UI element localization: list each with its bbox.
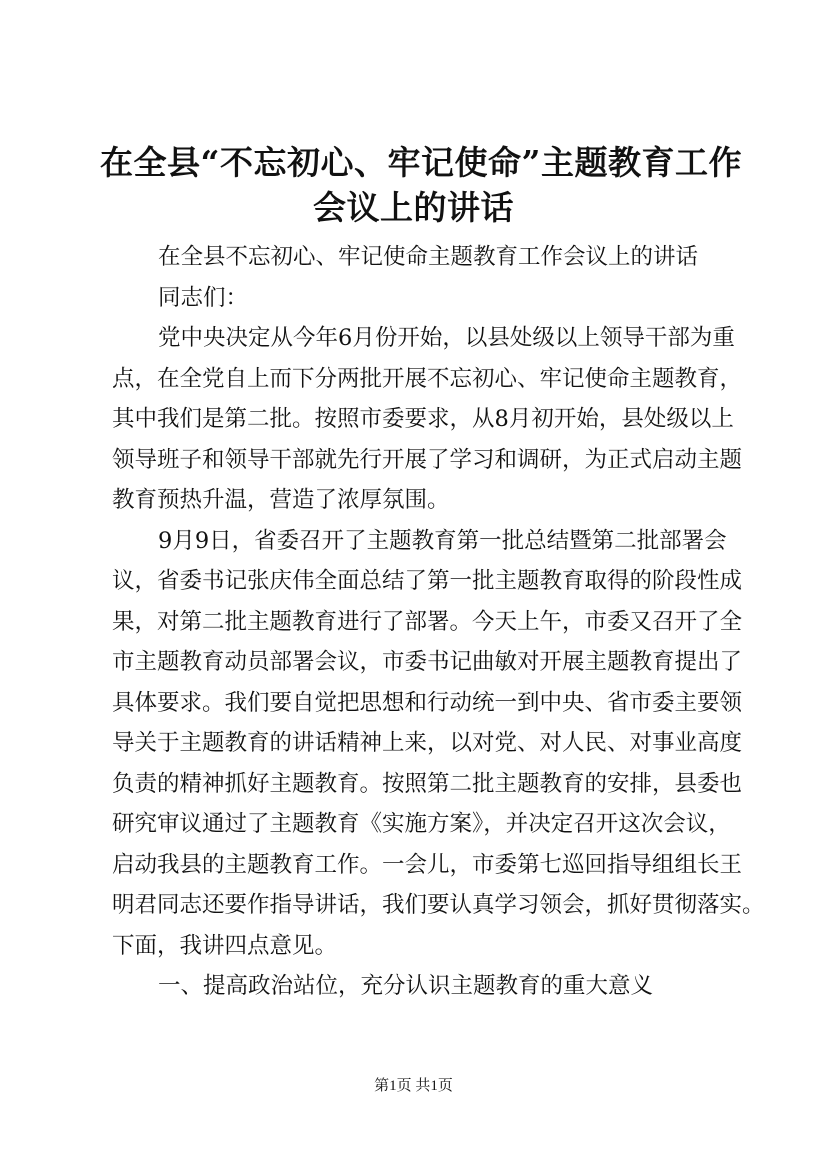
paragraph-line: 研究审议通过了主题教育《实施方案》，并决定召开这次会议， bbox=[112, 811, 731, 837]
paragraph-line: 党中央决定从今年6月份开始，以县处级以上领导干部为重 bbox=[158, 325, 735, 351]
paragraph-line: 在全县不忘初心、牢记使命主题教育工作会议上的讲话 bbox=[158, 244, 699, 270]
section-heading bbox=[112, 966, 720, 1007]
paragraph-line: 一、提高政治站位，充分认识主题教育的重大意义 bbox=[158, 973, 654, 999]
paragraph-line: 其中我们是第二批。按照市委要求，从8月初开始，县处级以上 bbox=[112, 406, 734, 432]
paragraph-line: 教育预热升温，营造了浓厚氛围。 bbox=[112, 487, 450, 513]
paragraph-line: 点，在全党自上而下分两批开展不忘初心、牢记使命主题教育， bbox=[112, 365, 743, 392]
salutation-paragraph bbox=[112, 278, 720, 319]
document-body bbox=[112, 237, 765, 1007]
paragraph-line: 具体要求。我们要自觉把思想和行动统一到中央、省市委主要领 bbox=[112, 689, 743, 716]
body-paragraph bbox=[112, 521, 765, 967]
body-paragraph bbox=[112, 318, 743, 521]
paragraph-line: 9月9日，省委召开了主题教育第一批总结暨第二批部署会 bbox=[158, 527, 727, 554]
paragraph-line: 下面，我讲四点意见。 bbox=[112, 932, 338, 959]
paragraph-line: 明君同志还要作指导讲话，我们要认真学习领会，抓好贯彻落实。 bbox=[112, 892, 765, 918]
paragraph-line: 启动我县的主题教育工作。一会儿，市委第七巡回指导组组长王 bbox=[112, 851, 743, 878]
paragraph-line: 议，省委书记张庆伟全面总结了第一批主题教育取得的阶段性成 bbox=[112, 568, 743, 594]
paragraph-line: 负责的精神抓好主题教育。按照第二批主题教育的安排，县委也 bbox=[112, 770, 743, 797]
title-line: 在全县“不忘初心、牢记使命”主题教育工作 bbox=[100, 143, 742, 182]
paragraph-line: 领导班子和领导干部就先行开展了学习和调研，为正式启动主题 bbox=[112, 446, 743, 473]
paragraph-line: 导关于主题教育的讲话精神上来，以对党、对人民、对事业高度 bbox=[112, 730, 743, 756]
paragraph-line: 果，对第二批主题教育进行了部署。今天上午，市委又召开了全 bbox=[112, 608, 743, 635]
title-line: 会议上的讲话 bbox=[313, 188, 514, 227]
page-footer: 第1页 共1页 bbox=[374, 1078, 453, 1094]
document-title bbox=[100, 140, 742, 230]
subtitle-paragraph bbox=[112, 237, 720, 278]
paragraph-line: 市主题教育动员部署会议，市委书记曲敏对开展主题教育提出了 bbox=[112, 649, 743, 675]
paragraph-line: 同志们： bbox=[158, 284, 249, 311]
